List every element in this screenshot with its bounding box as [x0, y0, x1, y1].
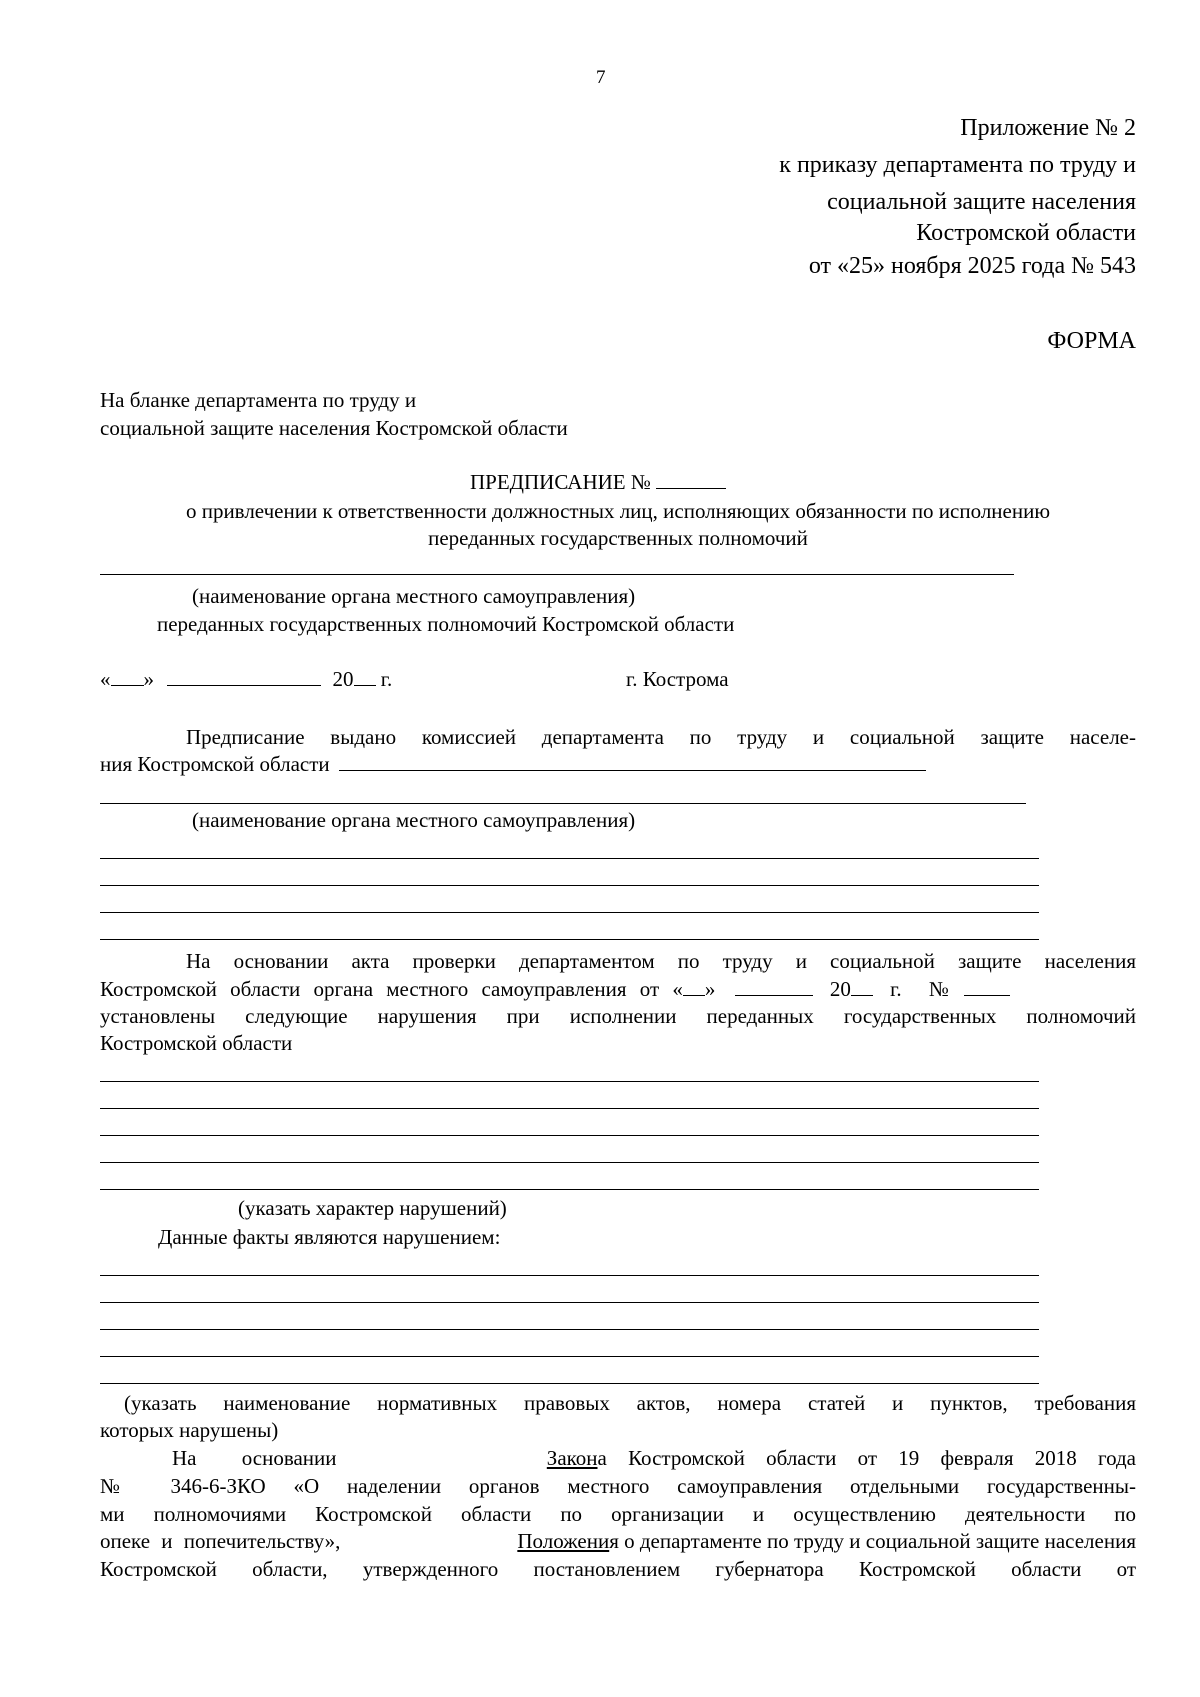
year-suffix: г. [380, 667, 393, 691]
local-body-field[interactable] [100, 574, 1014, 575]
paragraph-2-line-4: Костромской области [100, 1031, 293, 1055]
city: г. Кострома [626, 667, 729, 691]
title-text: ПРЕДПИСАНИЕ № [470, 470, 651, 494]
paragraph-2-line-2 [100, 975, 1136, 1003]
title-subline-2: переданных государственных полномочий [428, 526, 808, 550]
paragraph-1-text: ния Костромской области [100, 752, 330, 776]
paragraph-1-line-2 [100, 750, 926, 778]
caption-local-body: (наименование органа местного самоуправления) [192, 584, 636, 608]
caption-local-body-2: (наименование органа местного самоуправления) [192, 808, 636, 832]
date-line [100, 665, 392, 693]
title-subline-1: о привлечении к ответственности должностных лиц, исполняющих обязанности по исполнению [185, 499, 1051, 523]
paragraph-3-line-1 [172, 1444, 1136, 1472]
local-body-field-2[interactable] [100, 803, 1026, 804]
facts-line[interactable] [100, 1383, 1039, 1384]
facts-line[interactable] [100, 1275, 1039, 1276]
paragraph-3-text-c: опеке и попечительству», [100, 1529, 341, 1553]
year-field[interactable] [354, 665, 376, 686]
paragraph-2-number-label: г. № [890, 977, 949, 1001]
caption-powers: переданных государственных полномочий Костромской области [157, 612, 735, 636]
facts-line[interactable] [100, 1329, 1039, 1330]
paragraph-2-text-a: Костромской области органа местного самоуправления от « [100, 977, 683, 1001]
paragraph-2-line-1: На основании акта проверки департаментом по труду и социальной защите населения [186, 949, 1136, 973]
letterhead-line-2: социальной защите населения Костромской области [100, 416, 568, 440]
caption-violations-nature: (указать характер нарушений) [238, 1196, 507, 1220]
violations-line[interactable] [100, 1108, 1039, 1109]
year-prefix: 20 [332, 667, 354, 691]
paragraph-3-text-b: а Костромской области от 19 февраля 2018 года [597, 1446, 1136, 1470]
paragraph-3-line-3: ми полномочиями Костромской области по организации и осуществлению деятельности по [100, 1502, 1136, 1526]
blank-line[interactable] [100, 939, 1039, 940]
paragraph-1-line-1: Предписание выдано комиссией департамента по труду и социальной защите населе- [186, 725, 1136, 749]
blank-line[interactable] [100, 885, 1039, 886]
facts-line[interactable] [100, 1356, 1039, 1357]
act-number-field[interactable] [964, 975, 1010, 996]
paragraph-3-regulation-reference [517, 1527, 1136, 1555]
regulation-link[interactable]: Положени [517, 1529, 610, 1553]
appendix-line-1: Приложение № 2 [960, 115, 1136, 141]
month-field[interactable] [167, 665, 321, 686]
violations-line[interactable] [100, 1081, 1039, 1082]
appendix-line-2: к приказу департамента по труду и [779, 152, 1136, 178]
paragraph-3-law-reference [337, 1444, 1137, 1472]
act-month-field[interactable] [735, 975, 813, 996]
paragraph-2-text-b: » [704, 977, 716, 1001]
violations-line[interactable] [100, 1189, 1039, 1190]
appendix-line-3: социальной защите населения [827, 189, 1136, 215]
caption-npa-line-2: которых нарушены) [100, 1418, 279, 1442]
letterhead-line-1: На бланке департамента по труду и [100, 388, 417, 412]
paragraph-3-line-5: Костромской области, утвержденного постановлением губернатора Костромской области от [100, 1557, 1136, 1581]
facts-line[interactable] [100, 1302, 1039, 1303]
form-label: ФОРМА [1047, 328, 1136, 354]
violations-line[interactable] [100, 1162, 1039, 1163]
blank-line[interactable] [100, 912, 1039, 913]
appendix-line-5: от «25» ноября 2025 года № 543 [808, 253, 1136, 279]
violations-line[interactable] [100, 1135, 1039, 1136]
paragraph-3-text-d: я о департаменте по труду и социальной защите населения [609, 1529, 1136, 1553]
document-title [470, 468, 726, 496]
prescription-number-field[interactable] [656, 468, 726, 489]
law-link[interactable]: Закон [546, 1446, 598, 1470]
paragraph-2-line-3: установлены следующие нарушения при исполнении переданных государственных полномочий [100, 1004, 1136, 1028]
paragraph-3-line-2: № 346-6-ЗКО «О наделении органов местного самоуправления отдельными государственны- [100, 1474, 1136, 1498]
paragraph-2-year: 20 [829, 977, 851, 1001]
blank-line[interactable] [100, 858, 1039, 859]
commission-field[interactable] [339, 750, 926, 771]
act-year-field[interactable] [851, 975, 873, 996]
caption-facts: Данные факты являются нарушением: [158, 1225, 501, 1249]
day-field[interactable] [111, 665, 144, 686]
date-open-quote: « [100, 667, 111, 691]
caption-npa-line-1: (указать наименование нормативных правовых актов, номера статей и пунктов, требования [124, 1391, 1136, 1415]
paragraph-3-text-a: На основании [172, 1446, 337, 1470]
appendix-line-4: Костромской области [916, 220, 1136, 246]
date-close-quote: » [143, 667, 154, 691]
page-number: 7 [596, 67, 606, 88]
act-day-field[interactable] [683, 975, 705, 996]
paragraph-3-line-4 [100, 1527, 1136, 1555]
